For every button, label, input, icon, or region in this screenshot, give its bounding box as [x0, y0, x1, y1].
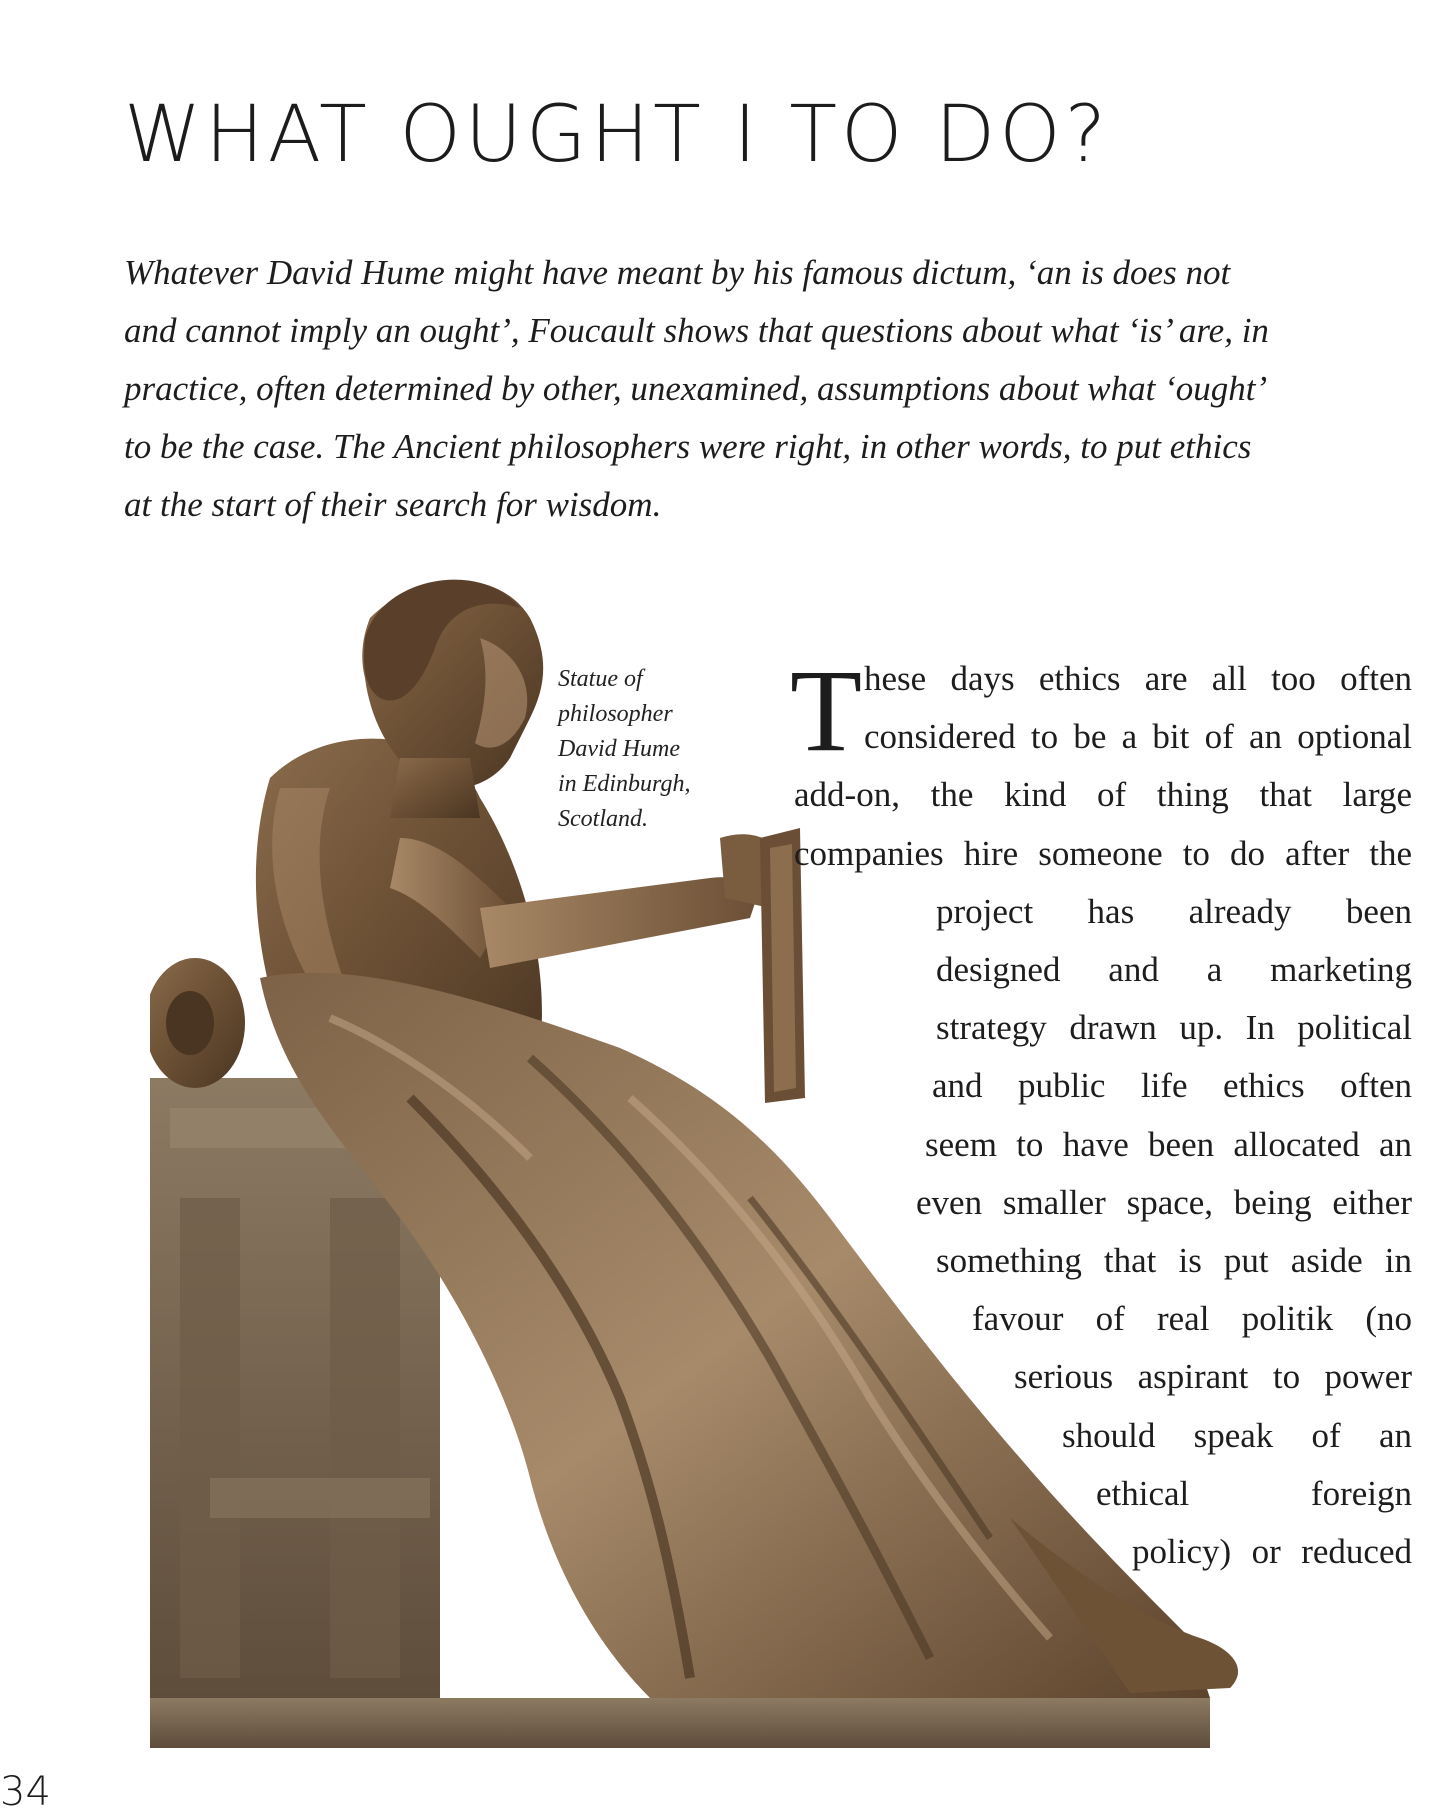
body-line: designed and a marketing [936, 950, 1412, 990]
page-number: 34 [0, 1769, 51, 1815]
body-line: considered to be a bit of an optional [864, 717, 1412, 757]
body-line: companies hire someone to do after the [794, 833, 1412, 873]
body-line: even smaller space, being either [916, 1182, 1412, 1222]
body-line: hese days ethics are all too often [864, 659, 1412, 698]
body-line: seem to have been allocated an [925, 1124, 1412, 1164]
caption-line: David Hume [558, 736, 680, 762]
body-line: project has already been [936, 891, 1412, 931]
body-line: ethical foreign [1096, 1473, 1412, 1513]
body-line: serious aspirant to power [1014, 1357, 1412, 1397]
body-line: policy) or reduced [1132, 1532, 1412, 1572]
drop-cap: T [790, 645, 863, 776]
body-line: should speak of an [1062, 1415, 1412, 1455]
body-line: favour of real politik (no [972, 1299, 1412, 1339]
body-line: something that is put aside in [936, 1241, 1412, 1281]
page-title: WHAT OUGHT I TO DO? [124, 90, 1111, 180]
intro-paragraph: Whatever David Hume might have meant by his famous dictum, ‘an is does not and cannot imply an ought’, Foucault shows that questions about what ‘is’ are, in practice, often determined by other, unexamined, assumptions about what ‘ought’ to be the case. The Ancient philosophers were right, in other words, to put ethics at the start of their search for wisdom. [124, 253, 1269, 524]
body-text-column [12, 645, 1412, 1581]
caption-line: Statue of [558, 666, 643, 692]
body-line: and public life ethics often [932, 1066, 1412, 1106]
caption-line: philosopher [558, 701, 673, 727]
caption-line: Scotland. [558, 806, 648, 832]
caption-line: in Edinburgh, [558, 771, 691, 797]
body-line: add-on, the kind of thing that large [794, 775, 1412, 815]
body-line: strategy drawn up. In political [936, 1008, 1412, 1048]
